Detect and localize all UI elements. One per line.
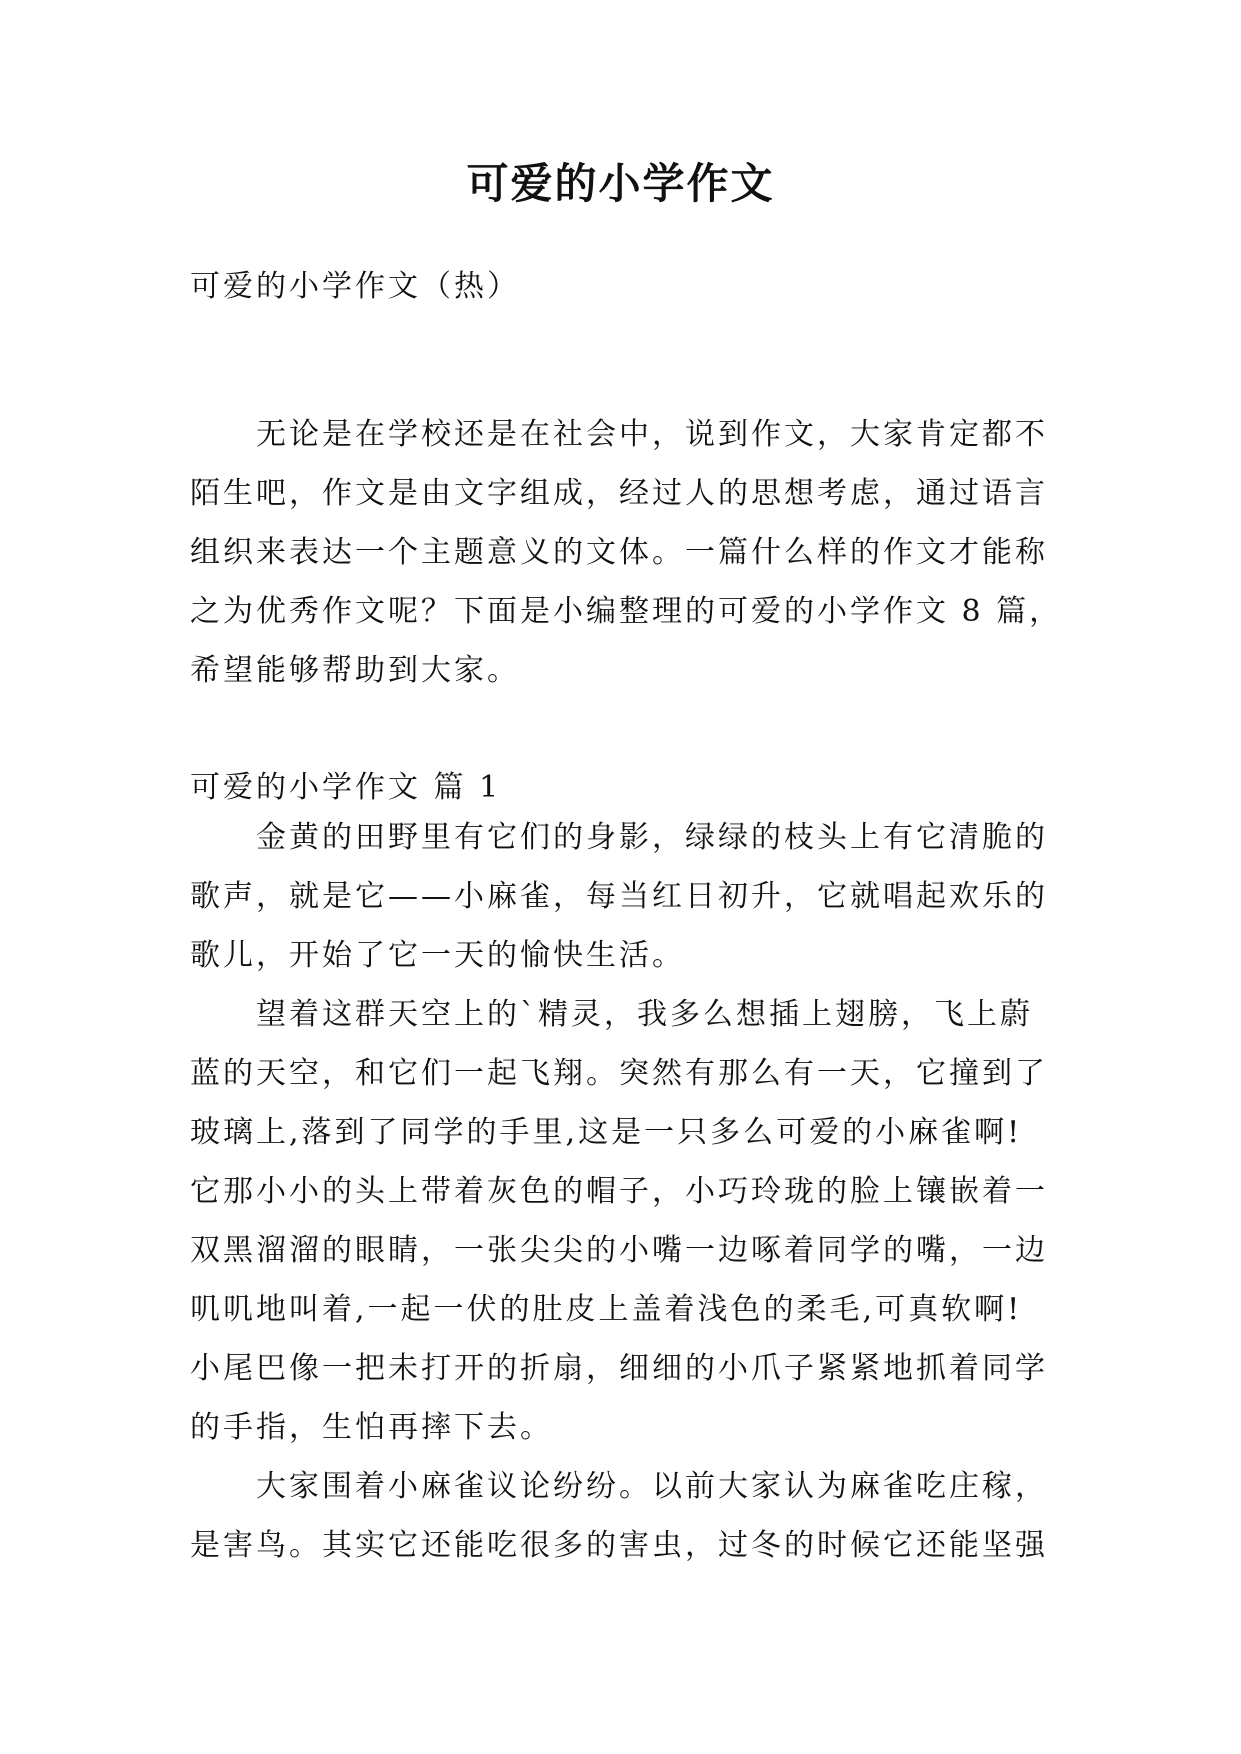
paragraph-line: 它那小小的头上带着灰色的帽子，小巧玲珑的脸上镶嵌着一 — [190, 1174, 1048, 1209]
paragraph-line: 歌声，就是它——小麻雀，每当红日初升，它就唱起欢乐的 — [190, 879, 1048, 914]
document-subtitle: 可爱的小学作文（热） — [190, 269, 520, 304]
paragraph-line: 之为优秀作文呢？下面是小编整理的可爱的小学作文 8 篇， — [190, 594, 1063, 629]
document-title: 可爱的小学作文 — [466, 159, 775, 208]
paragraph-line: 是害鸟。其实它还能吃很多的害虫，过冬的时候它还能坚强 — [190, 1528, 1048, 1563]
paragraph-line: 的手指，生怕再摔下去。 — [190, 1410, 553, 1445]
paragraph-line: 金黄的田野里有它们的身影，绿绿的枝头上有它清脆的 — [256, 820, 1048, 855]
paragraph-line: 大家围着小麻雀议论纷纷。以前大家认为麻雀吃庄稼， — [256, 1469, 1048, 1504]
article-body — [190, 808, 1060, 1575]
paragraph-line: 叽叽地叫着,一起一伏的肚皮上盖着浅色的柔毛,可真软啊! — [190, 1292, 1023, 1327]
paragraph-line: 组织来表达一个主题意义的文体。一篇什么样的作文才能称 — [190, 535, 1048, 570]
paragraph-line: 陌生吧，作文是由文字组成，经过人的思想考虑，通过语言 — [190, 476, 1048, 511]
paragraph-line: 希望能够帮助到大家。 — [190, 653, 520, 688]
paragraph-line: 望着这群天空上的`精灵，我多么想插上翅膀，飞上蔚 — [256, 997, 1033, 1032]
paragraph-line: 无论是在学校还是在社会中，说到作文，大家肯定都不 — [256, 417, 1048, 452]
paragraph-line: 蓝的天空，和它们一起飞翔。突然有那么有一天，它撞到了 — [190, 1056, 1048, 1091]
intro-paragraph — [190, 405, 1063, 700]
paragraph-line: 歌儿，开始了它一天的愉快生活。 — [190, 938, 685, 973]
section-heading: 可爱的小学作文 篇 1 — [190, 770, 502, 805]
paragraph-line: 玻璃上,落到了同学的手里,这是一只多么可爱的小麻雀啊! — [190, 1115, 1023, 1150]
paragraph-line: 双黑溜溜的眼睛，一张尖尖的小嘴一边啄着同学的嘴，一边 — [190, 1233, 1048, 1268]
paragraph-line: 小尾巴像一把未打开的折扇，细细的小爪子紧紧地抓着同学 — [190, 1351, 1048, 1386]
